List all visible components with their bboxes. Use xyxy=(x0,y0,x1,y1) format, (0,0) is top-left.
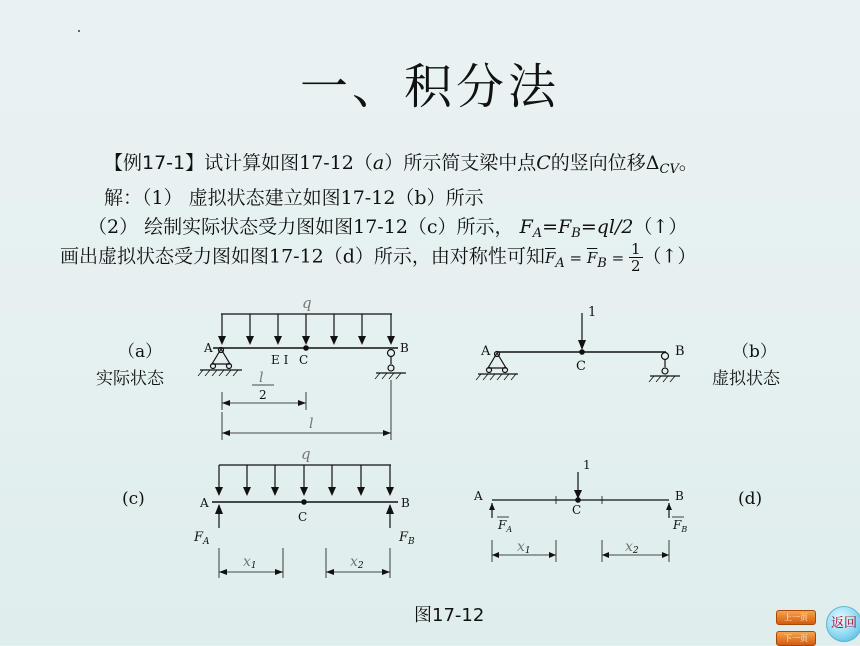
reaction-label-fb-c: $F_B$ xyxy=(399,530,415,547)
dim-half-l-den: 2 xyxy=(259,388,267,402)
dim-l-label: l xyxy=(309,416,314,432)
next-page-button[interactable]: 下一页 xyxy=(776,631,816,646)
solution-step-1: 解：（1） 虚拟状态建立如图17-12（b）所示 xyxy=(104,187,484,209)
fraction-one-half: $\frac{1}{2}$ xyxy=(630,240,641,275)
figure-c-label: (c) xyxy=(122,489,145,509)
figure-a-actual-state xyxy=(198,314,406,440)
dim-x2-d: x2 xyxy=(625,539,639,556)
figure-b-state: 虚拟状态 xyxy=(712,369,780,389)
point-label-a-b: A xyxy=(481,344,491,359)
figure-caption: 图17-12 xyxy=(414,605,485,626)
roller-support-a-right xyxy=(388,350,395,357)
svg-text:FA: $F_A$ xyxy=(498,518,513,534)
example-statement: 【例17-1】试计算如图17-12（a）所示简支梁中点C的竖向位移$\Delta_{CV}$。 xyxy=(104,152,698,177)
return-button[interactable]: 返回 xyxy=(826,606,860,642)
point-label-a-c: A xyxy=(200,496,209,510)
point-label-c-b: C xyxy=(576,359,586,374)
example-label: 【例17-1】 xyxy=(104,152,205,174)
figure-b-label: （b） xyxy=(732,342,777,362)
point-label-c-c: C xyxy=(298,510,308,524)
dim-x1-c: x1 xyxy=(243,554,257,571)
virtual-reaction-fa-d xyxy=(497,517,512,534)
pin-support-a-left xyxy=(212,349,230,364)
virtual-reaction-formula: $\overline{F}A = \overline{F}B$ = xyxy=(544,248,629,271)
virtual-reaction-fb-d xyxy=(672,517,687,534)
point-label-a-d: A xyxy=(474,489,483,503)
figure-a-state: 实际状态 xyxy=(96,369,164,389)
dim-half-l-num: l xyxy=(259,370,264,386)
point-label-c-top: C xyxy=(299,353,309,367)
point-label-b-d: B xyxy=(675,489,684,503)
figure-d-label: (d) xyxy=(738,489,763,509)
point-label-c-d: C xyxy=(572,503,582,517)
dim-x1-d: x1 xyxy=(517,539,531,556)
stiffness-label: E I xyxy=(271,353,289,367)
point-label-b-top: B xyxy=(400,341,409,355)
point-label-b-c: B xyxy=(401,496,410,510)
solution-step-2: （2） 绘制实际状态受力图如图17-12（c）所示， $F_A=F_B=ql/2(↑)$ xyxy=(88,216,688,241)
svg-text:FB: $F_B$ xyxy=(673,518,688,534)
figure-a-label: （a） xyxy=(118,342,163,362)
load-label-q-a: q xyxy=(302,294,312,312)
unit-load-label-b: 1 xyxy=(588,305,597,320)
point-label-b-b: B xyxy=(675,344,685,359)
page-title: 一、积分法 xyxy=(299,59,560,115)
reaction-label-fa-c: $F_A$ xyxy=(194,530,210,547)
solution-step-3: 画出虚拟状态受力图如图17-12（d）所示，由对称性可知$\overline{F}A = \overline{F}B$ = $\frac{1}{2}$ （↑） xyxy=(60,240,697,275)
point-label-a-top: A xyxy=(204,341,213,355)
dim-x2-c: x2 xyxy=(350,554,364,571)
unit-load-label-d: 1 xyxy=(583,458,591,472)
previous-page-button[interactable]: 上一页 xyxy=(776,610,816,625)
load-label-q-c: q xyxy=(301,445,311,463)
